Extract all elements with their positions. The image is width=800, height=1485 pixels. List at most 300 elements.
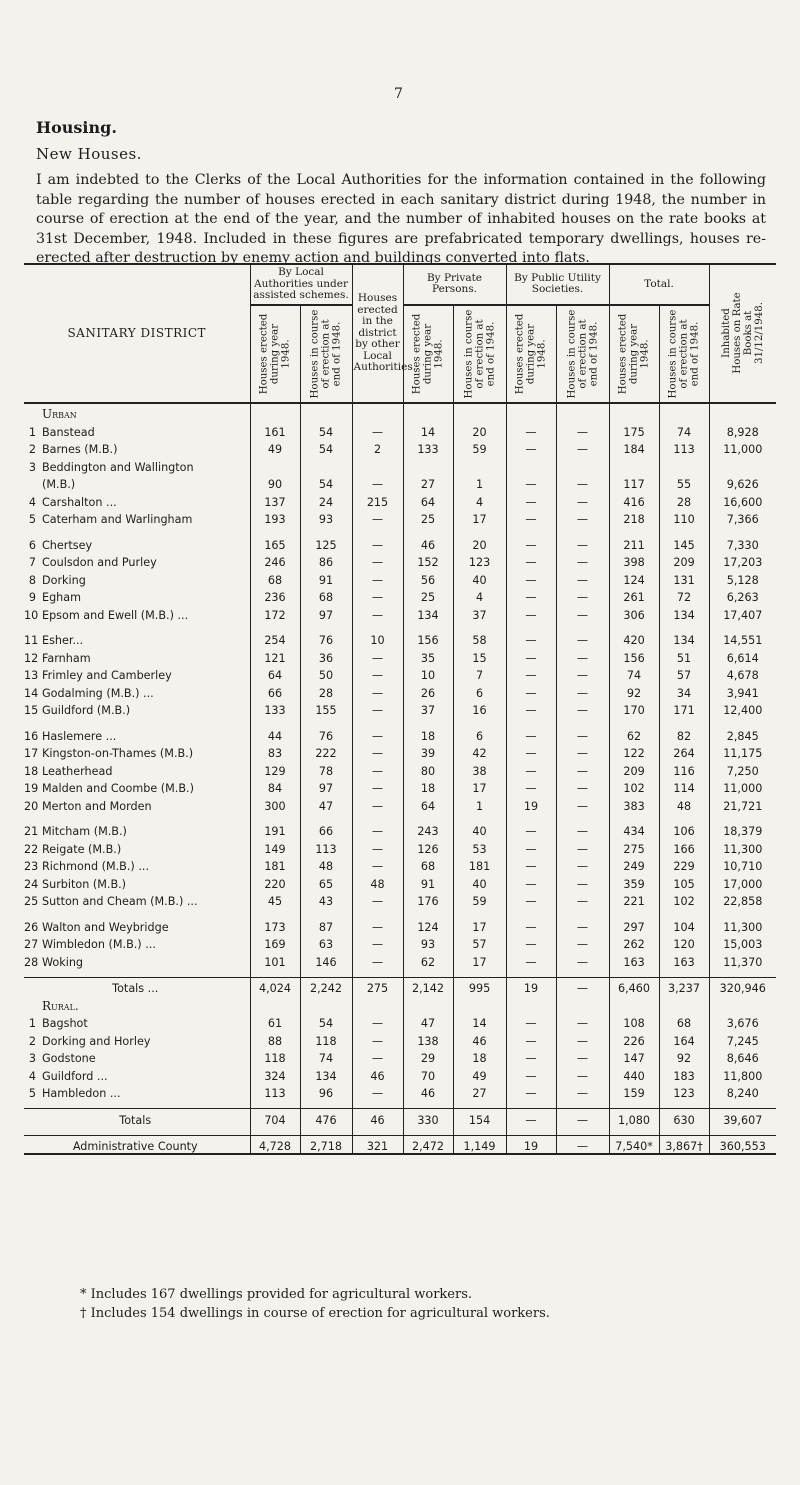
table-cell: 122 — [609, 743, 659, 761]
table-cell: 254 — [250, 630, 300, 648]
district-name: Carshalton ... — [42, 495, 117, 509]
table-cell: 181 — [453, 856, 506, 874]
table-cell: 48 — [352, 873, 403, 891]
table-cell: 184 — [609, 439, 659, 457]
table-cell: 300 — [250, 795, 300, 813]
page-number: 7 — [394, 86, 403, 102]
table-cell: 172 — [250, 604, 300, 622]
table-cell: 3,867† — [659, 1135, 709, 1154]
row-number: 1 — [28, 425, 36, 439]
district-name: Richmond (M.B.) ... — [42, 860, 150, 873]
table-cell — [709, 995, 776, 1013]
header-inhabited-label: Inhabited Houses on Rate Books at 31/12/1948. — [720, 292, 765, 374]
table-cell: 40 — [453, 873, 506, 891]
district-name: Leatherhead — [42, 764, 113, 778]
table-cell — [250, 908, 300, 916]
table-cell: 124 — [609, 569, 659, 587]
table-cell: 80 — [403, 760, 453, 778]
table-cell: 14 — [403, 421, 453, 439]
table-cell — [300, 969, 352, 978]
table-cell: 156 — [609, 647, 659, 665]
table-cell: 64 — [250, 665, 300, 683]
table-cell: 14,551 — [709, 630, 776, 648]
table-cell: — — [556, 760, 609, 778]
table-cell: 27 — [453, 1083, 506, 1101]
table-cell: 995 — [453, 977, 506, 995]
row-number: 9 — [28, 591, 36, 604]
table-cell: — — [352, 934, 403, 952]
table-cell — [453, 1100, 506, 1109]
table-cell: — — [506, 760, 556, 778]
district-name: Dorking — [42, 573, 86, 587]
header-local-in-course-label: Houses in course of erection at end of 1948. — [309, 309, 343, 398]
table-cell: — — [352, 421, 403, 439]
district-name: Bagshot — [42, 1017, 88, 1030]
district-name: Beddington and Wallington — [42, 460, 194, 474]
table-cell: 155 — [300, 700, 352, 718]
table-cell: 275 — [609, 838, 659, 856]
table-cell: 86 — [300, 552, 352, 570]
table-cell: — — [556, 1083, 609, 1101]
table-row — [24, 873, 776, 891]
table-cell: 7,540* — [609, 1135, 659, 1154]
table-cell — [556, 1127, 609, 1136]
housing-table — [24, 263, 776, 1155]
table-cell: 66 — [300, 821, 352, 839]
table-cell — [506, 456, 556, 474]
table-cell: 19 — [506, 977, 556, 995]
table-row — [24, 700, 776, 718]
table-cell: — — [556, 891, 609, 909]
table-cell: 17 — [453, 778, 506, 796]
district-name-cell — [24, 856, 250, 874]
table-cell: 19 — [506, 1135, 556, 1154]
table-cell: 46 — [403, 534, 453, 552]
table-cell — [352, 717, 403, 725]
spacer-row — [24, 1100, 776, 1109]
district-name: Guildford ... — [42, 1069, 108, 1083]
table-cell: 9,626 — [709, 474, 776, 492]
table-cell: — — [506, 778, 556, 796]
table-cell: 297 — [609, 916, 659, 934]
table-cell: 39,607 — [709, 1109, 776, 1127]
row-number: 7 — [28, 556, 36, 569]
table-cell — [352, 456, 403, 474]
table-cell: 191 — [250, 821, 300, 839]
table-cell — [403, 717, 453, 725]
table-cell: 37 — [403, 700, 453, 718]
header-private-in-course-label: Houses in course of erection at end of 1948. — [463, 309, 496, 398]
district-name: Walton and Weybridge — [42, 920, 169, 934]
table-cell: 92 — [609, 682, 659, 700]
district-name-cell — [24, 873, 250, 891]
table-cell: — — [352, 743, 403, 761]
table-cell: — — [506, 509, 556, 527]
footnote-agricultural-dwellings: * Includes 167 dwellings provided for agricultural workers. — [80, 1287, 473, 1302]
table-cell: — — [352, 725, 403, 743]
table-cell: 4 — [453, 587, 506, 605]
table-cell: 47 — [300, 795, 352, 813]
table-cell — [609, 908, 659, 916]
table-cell: 116 — [659, 760, 709, 778]
table-row — [24, 534, 776, 552]
table-cell — [506, 526, 556, 534]
table-cell — [300, 1100, 352, 1109]
header-public-utility: By Public Utility Societies. — [506, 264, 609, 305]
table-cell — [709, 969, 776, 978]
table-row — [24, 474, 776, 492]
table-cell: 63 — [300, 934, 352, 952]
table-cell: — — [352, 778, 403, 796]
table-cell: — — [352, 682, 403, 700]
table-cell: 17 — [453, 509, 506, 527]
row-number: 19 — [24, 782, 39, 795]
table-cell — [609, 403, 659, 422]
table-cell: 82 — [659, 725, 709, 743]
table-cell: — — [556, 509, 609, 527]
table-cell: 68 — [300, 587, 352, 605]
table-cell: — — [352, 1013, 403, 1031]
table-cell: 383 — [609, 795, 659, 813]
table-cell: 28 — [300, 682, 352, 700]
table-cell: 54 — [300, 474, 352, 492]
spacer-row — [24, 526, 776, 534]
table-cell: 11,800 — [709, 1065, 776, 1083]
table-cell: — — [352, 1030, 403, 1048]
district-name: Frimley and Camberley — [42, 669, 172, 682]
district-name: (M.B.) — [42, 478, 76, 491]
table-cell: 2,845 — [709, 725, 776, 743]
table-cell: 11,370 — [709, 951, 776, 969]
table-cell: 58 — [453, 630, 506, 648]
table-cell: 120 — [659, 934, 709, 952]
table-cell: 2,718 — [300, 1135, 352, 1154]
table-row — [24, 951, 776, 969]
table-cell: — — [506, 951, 556, 969]
table-cell: 220 — [250, 873, 300, 891]
table-cell — [250, 1100, 300, 1109]
table-cell: 25 — [403, 587, 453, 605]
spacer-row — [24, 813, 776, 821]
table-row — [24, 569, 776, 587]
table-cell: — — [352, 891, 403, 909]
table-cell: 129 — [250, 760, 300, 778]
table-cell: 123 — [659, 1083, 709, 1101]
table-cell — [709, 813, 776, 821]
row-number: 8 — [28, 573, 36, 587]
table-cell — [352, 908, 403, 916]
table-row — [24, 856, 776, 874]
table-cell: 156 — [403, 630, 453, 648]
district-name: Godstone — [42, 1052, 96, 1065]
table-cell: 113 — [659, 439, 709, 457]
table-cell — [506, 1127, 556, 1136]
table-cell: 20 — [453, 421, 506, 439]
table-cell: 5,128 — [709, 569, 776, 587]
table-cell — [659, 969, 709, 978]
table-cell: 72 — [659, 587, 709, 605]
table-cell: 416 — [609, 491, 659, 509]
table-cell: 166 — [659, 838, 709, 856]
table-cell: 134 — [403, 604, 453, 622]
table-cell: 161 — [250, 421, 300, 439]
table-cell: 110 — [659, 509, 709, 527]
table-cell: 16 — [453, 700, 506, 718]
table-cell: 4 — [453, 491, 506, 509]
table-cell: 306 — [609, 604, 659, 622]
table-row — [24, 456, 776, 474]
table-cell: 11,000 — [709, 778, 776, 796]
table-cell — [556, 456, 609, 474]
table-row — [24, 1083, 776, 1101]
table-cell: 114 — [659, 778, 709, 796]
district-name-cell — [24, 682, 250, 700]
table-cell: 93 — [403, 934, 453, 952]
table-cell: — — [506, 821, 556, 839]
table-cell: 1,080 — [609, 1109, 659, 1127]
table-cell: 173 — [250, 916, 300, 934]
table-cell: 102 — [659, 891, 709, 909]
table-cell — [250, 526, 300, 534]
district-name: Wimbledon (M.B.) ... — [42, 938, 156, 951]
row-number: 11 — [24, 634, 39, 647]
row-number: 12 — [24, 651, 39, 665]
table-row — [24, 647, 776, 665]
row-number: 5 — [28, 513, 36, 526]
table-cell: — — [556, 491, 609, 509]
table-cell: — — [352, 838, 403, 856]
table-cell — [24, 1100, 250, 1109]
table-cell — [556, 908, 609, 916]
table-cell — [556, 1100, 609, 1109]
table-cell: 113 — [250, 1083, 300, 1101]
district-name-cell — [24, 1048, 250, 1066]
table-cell: 147 — [609, 1048, 659, 1066]
table-cell: 8,646 — [709, 1048, 776, 1066]
table-cell — [250, 995, 300, 1013]
district-name-cell — [24, 821, 250, 839]
table-cell: 154 — [453, 1109, 506, 1127]
table-cell — [659, 717, 709, 725]
table-cell: — — [556, 916, 609, 934]
table-cell: 26 — [403, 682, 453, 700]
header-local-authorities: By Local Authorities under assisted schemes. — [250, 264, 352, 305]
table-cell: 46 — [403, 1083, 453, 1101]
table-cell: — — [506, 439, 556, 457]
table-cell — [453, 969, 506, 978]
district-name-cell — [24, 760, 250, 778]
table-cell: 17 — [453, 916, 506, 934]
table-cell: 49 — [453, 1065, 506, 1083]
table-cell — [250, 813, 300, 821]
subsection-heading: New Houses. — [36, 145, 142, 163]
header-local-erected-label: Houses erected during year 1948. — [258, 313, 292, 394]
table-cell: — — [556, 700, 609, 718]
district-name-cell — [24, 838, 250, 856]
table-cell — [403, 622, 453, 630]
table-cell: 209 — [659, 552, 709, 570]
table-cell — [352, 813, 403, 821]
header-total: Total. — [609, 264, 709, 305]
table-cell: 29 — [403, 1048, 453, 1066]
table-cell: — — [506, 1083, 556, 1101]
table-cell: 125 — [300, 534, 352, 552]
table-cell — [352, 526, 403, 534]
table-cell: 215 — [352, 491, 403, 509]
table-cell — [24, 908, 250, 916]
table-cell: 48 — [300, 856, 352, 874]
table-cell: 137 — [250, 491, 300, 509]
table-cell — [659, 813, 709, 821]
table-cell: 21,721 — [709, 795, 776, 813]
table-cell: — — [556, 951, 609, 969]
table-cell: 275 — [352, 977, 403, 995]
table-cell — [709, 1100, 776, 1109]
table-cell: — — [506, 1048, 556, 1066]
table-cell: 50 — [300, 665, 352, 683]
district-name-cell — [24, 977, 250, 995]
district-name: Godalming (M.B.) ... — [42, 686, 154, 700]
table-cell: — — [506, 665, 556, 683]
table-cell: 320,946 — [709, 977, 776, 995]
table-row — [24, 743, 776, 761]
spacer-row — [24, 969, 776, 978]
table-cell: 6,460 — [609, 977, 659, 995]
table-cell — [556, 403, 609, 422]
table-cell — [250, 969, 300, 978]
table-cell: — — [506, 421, 556, 439]
table-cell: — — [506, 916, 556, 934]
district-name-cell — [24, 1135, 250, 1154]
table-cell: 104 — [659, 916, 709, 934]
table-cell — [453, 622, 506, 630]
district-name-cell — [24, 439, 250, 457]
table-row — [24, 1048, 776, 1066]
table-cell: 4,678 — [709, 665, 776, 683]
table-cell: 84 — [250, 778, 300, 796]
table-cell: 169 — [250, 934, 300, 952]
header-private-erected-label: Houses erected during year 1948. — [411, 313, 445, 394]
table-cell: 118 — [250, 1048, 300, 1066]
row-number: 2 — [28, 1034, 36, 1048]
table-cell: — — [506, 1013, 556, 1031]
district-name: Merton and Morden — [42, 799, 152, 813]
table-cell: — — [352, 587, 403, 605]
table-cell — [609, 717, 659, 725]
district-name: Dorking and Horley — [42, 1034, 151, 1048]
table-cell: 134 — [659, 604, 709, 622]
table-cell: — — [556, 665, 609, 683]
table-cell: — — [556, 604, 609, 622]
table-cell — [453, 717, 506, 725]
table-cell — [556, 969, 609, 978]
table-cell: 97 — [300, 604, 352, 622]
table-cell: 146 — [300, 951, 352, 969]
table-cell: 229 — [659, 856, 709, 874]
table-cell — [403, 403, 453, 422]
table-cell: 6 — [453, 682, 506, 700]
district-name-cell — [24, 491, 250, 509]
table-cell: 3,676 — [709, 1013, 776, 1031]
table-cell: — — [352, 760, 403, 778]
table-cell: 181 — [250, 856, 300, 874]
table-cell: — — [556, 838, 609, 856]
table-cell: 420 — [609, 630, 659, 648]
district-name-cell — [24, 1013, 250, 1031]
table-cell: 54 — [300, 1013, 352, 1031]
table-cell: — — [556, 795, 609, 813]
table-cell: 2,472 — [403, 1135, 453, 1154]
district-name-cell — [24, 665, 250, 683]
table-cell — [453, 813, 506, 821]
table-cell: — — [506, 534, 556, 552]
table-cell — [709, 908, 776, 916]
table-row — [24, 682, 776, 700]
district-name-cell — [24, 795, 250, 813]
table-cell: 92 — [659, 1048, 709, 1066]
table-cell: 7,250 — [709, 760, 776, 778]
table-cell — [403, 1127, 453, 1136]
table-cell: 171 — [659, 700, 709, 718]
table-cell: — — [352, 474, 403, 492]
table-cell: — — [352, 647, 403, 665]
table-cell: — — [506, 891, 556, 909]
header-public-in-course-label: Houses in course of erection at end of 1948. — [566, 309, 600, 398]
table-cell: 53 — [453, 838, 506, 856]
table-cell — [659, 1100, 709, 1109]
table-cell: 54 — [300, 439, 352, 457]
table-cell: 2,142 — [403, 977, 453, 995]
table-cell — [453, 1127, 506, 1136]
table-cell: — — [556, 856, 609, 874]
row-number: 23 — [24, 860, 39, 873]
table-cell: 64 — [403, 795, 453, 813]
header-total-in-course — [659, 305, 709, 403]
table-cell: 209 — [609, 760, 659, 778]
table-cell: — — [556, 778, 609, 796]
district-name: Haslemere ... — [42, 729, 117, 743]
row-number: 4 — [28, 495, 36, 509]
table-cell: 43 — [300, 891, 352, 909]
table-cell — [403, 456, 453, 474]
totals-row — [24, 1109, 776, 1127]
table-cell: 359 — [609, 873, 659, 891]
row-number: 14 — [24, 686, 39, 700]
header-private-in-course — [453, 305, 506, 403]
table-cell — [453, 526, 506, 534]
district-name-cell — [24, 456, 250, 474]
table-cell: 76 — [300, 725, 352, 743]
section-row-rural — [24, 995, 776, 1013]
table-cell: 91 — [300, 569, 352, 587]
table-cell: 704 — [250, 1109, 300, 1127]
district-name: Mitcham (M.B.) — [42, 825, 127, 838]
table-cell: 54 — [300, 421, 352, 439]
district-name-cell — [24, 534, 250, 552]
table-cell: — — [352, 509, 403, 527]
table-cell: 3,237 — [659, 977, 709, 995]
district-name: Totals — [119, 1113, 152, 1127]
district-name-cell — [24, 421, 250, 439]
table-cell: 76 — [300, 630, 352, 648]
table-cell — [24, 717, 250, 725]
table-row — [24, 821, 776, 839]
district-name-cell — [24, 778, 250, 796]
table-cell — [659, 526, 709, 534]
table-cell: — — [352, 1083, 403, 1101]
table-cell: — — [556, 1135, 609, 1154]
table-cell: 149 — [250, 838, 300, 856]
